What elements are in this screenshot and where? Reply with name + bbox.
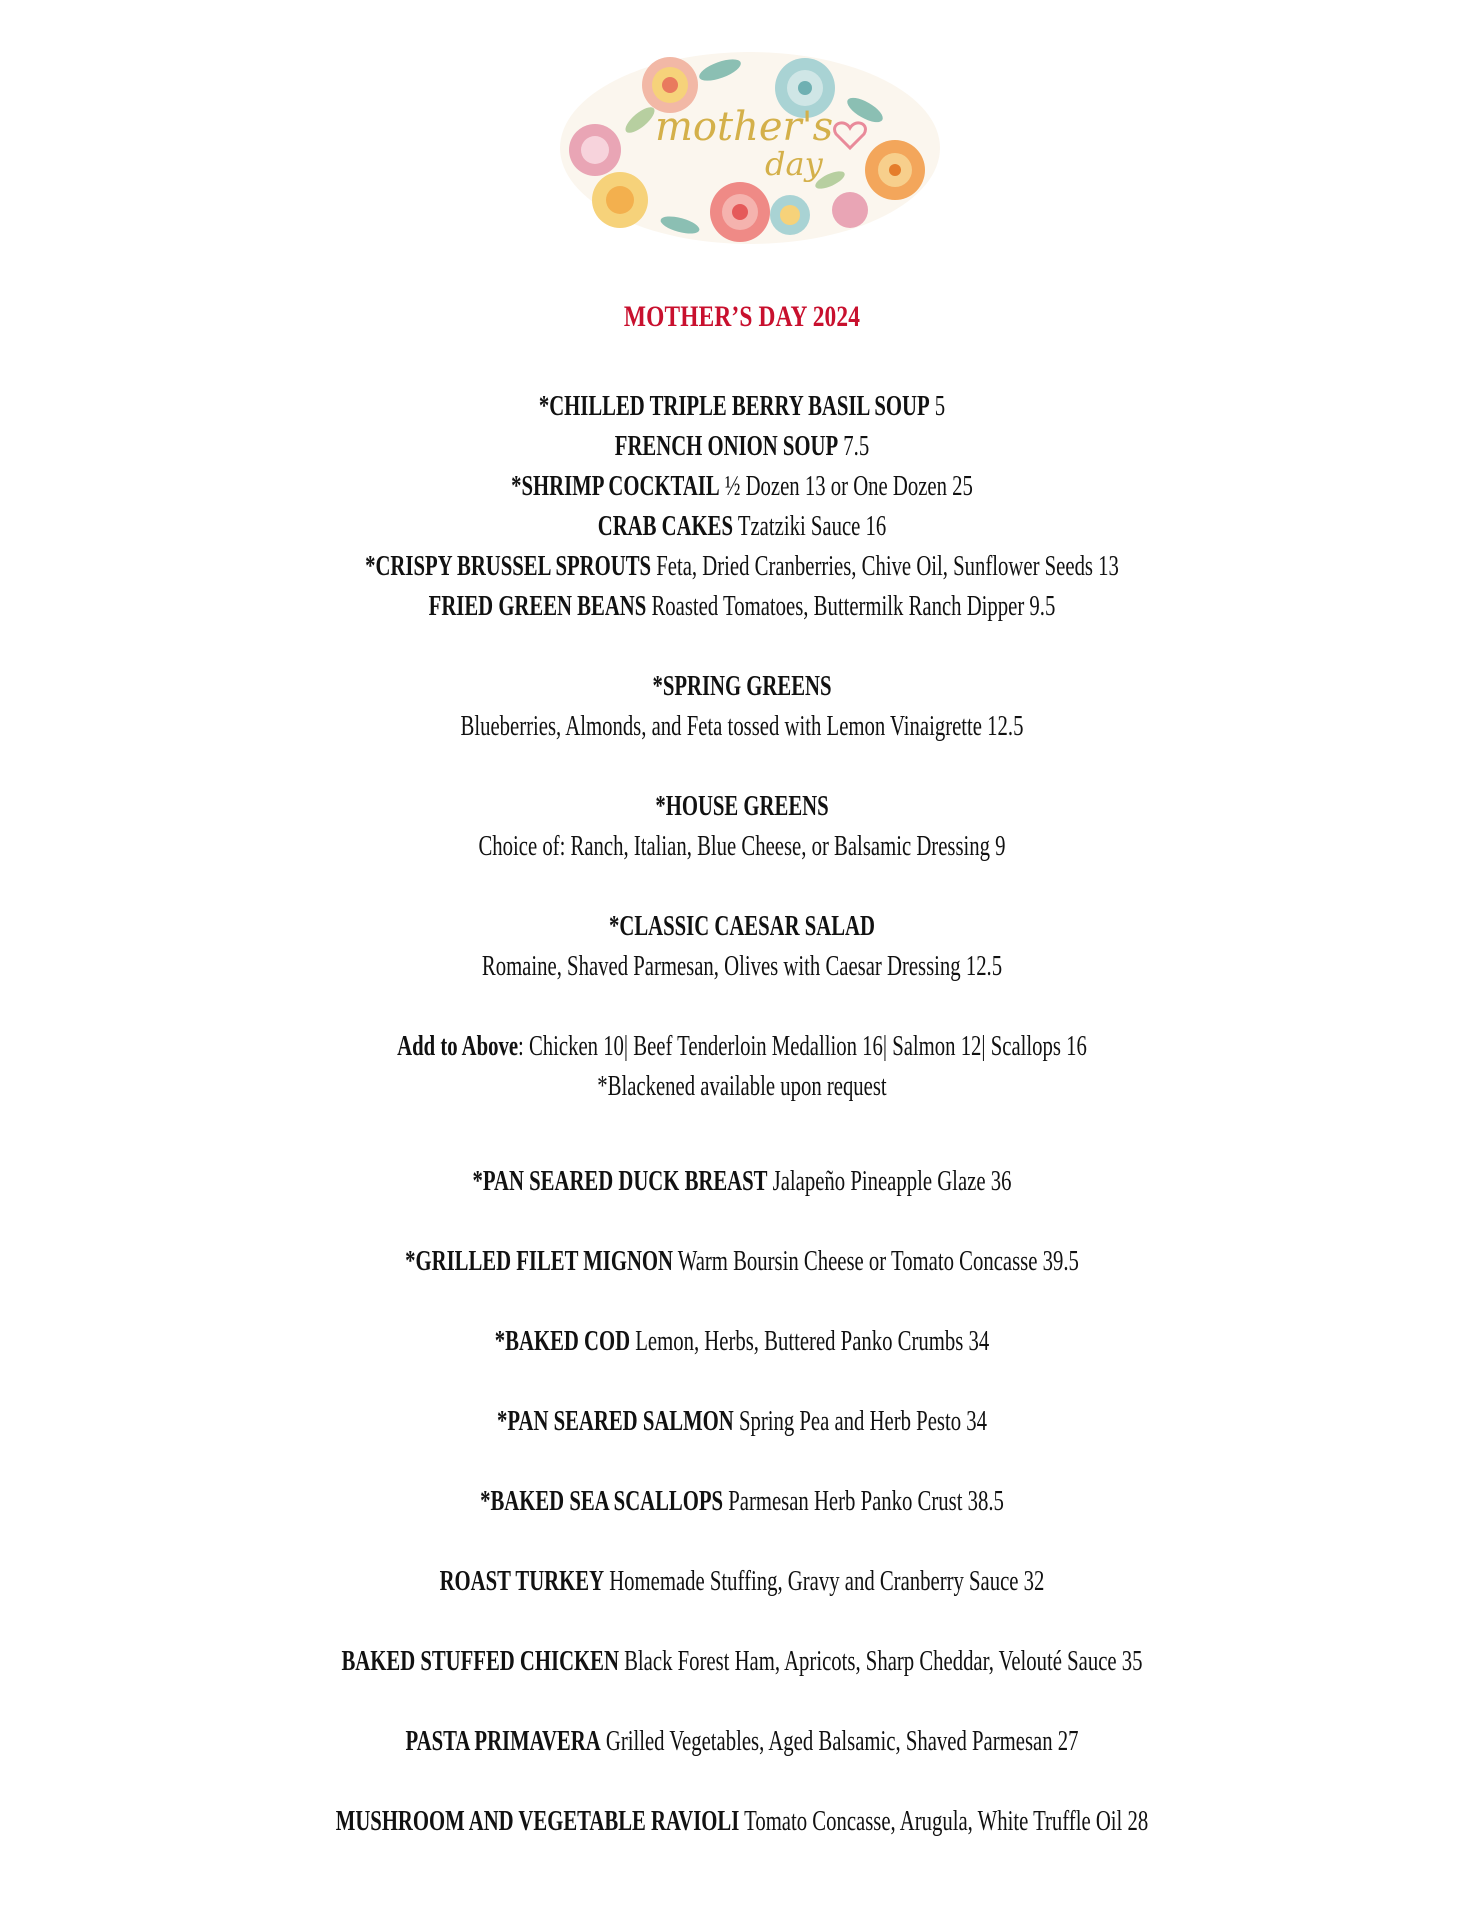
- item-description: Lemon, Herbs, Buttered Panko Crumbs 34: [630, 1326, 990, 1357]
- flower-icon: [770, 195, 810, 235]
- item-description: Feta, Dried Cranberries, Chive Oil, Sunflower Seeds 13: [651, 551, 1119, 582]
- salad-description: Choice of: Ranch, Italian, Blue Cheese, or Balsamic Dressing 9: [478, 831, 1006, 862]
- flower-icon: [710, 182, 770, 242]
- menu-item: [193, 550, 1291, 584]
- menu-item: [193, 1485, 1291, 1519]
- item-name: *PAN SEARED DUCK BREAST: [472, 1166, 768, 1197]
- addons-line: [193, 1030, 1291, 1064]
- item-name: CRAB CAKES: [597, 511, 734, 542]
- item-description: Black Forest Ham, Apricots, Sharp Cheddar, Velouté Sauce 35: [618, 1646, 1143, 1677]
- addons-text: : Chicken 10| Beef Tenderloin Medallion 16| Salmon 12| Scallops 16: [518, 1031, 1087, 1062]
- addons-label: Add to Above: [397, 1031, 519, 1062]
- item-name: *PAN SEARED SALMON: [497, 1406, 734, 1437]
- item-description: ½ Dozen 13 or One Dozen 25: [719, 471, 973, 502]
- salad-description: Romaine, Shaved Parmesan, Olives with Caesar Dressing 12.5: [481, 951, 1003, 982]
- menu-item: [193, 1565, 1291, 1599]
- salad-name: [193, 910, 1291, 944]
- item-name: PASTA PRIMAVERA: [405, 1726, 601, 1757]
- item-description: Tzatziki Sauce 16: [733, 511, 887, 542]
- item-description: Grilled Vegetables, Aged Balsamic, Shaved Parmesan 27: [600, 1726, 1079, 1757]
- item-description: Homemade Stuffing, Gravy and Cranberry Sauce 32: [604, 1566, 1045, 1597]
- item-name: FRIED GREEN BEANS: [428, 591, 647, 622]
- item-description: Jalapeño Pineapple Glaze 36: [767, 1166, 1012, 1197]
- item-name: *BAKED COD: [494, 1326, 631, 1357]
- salad-name: [193, 790, 1291, 824]
- menu-item: [193, 1805, 1291, 1839]
- flower-icon: [865, 140, 925, 200]
- menu-item: [193, 1165, 1291, 1199]
- mothers-day-floral-logo: [550, 40, 950, 250]
- menu-item: [193, 510, 1291, 544]
- item-name: *SPRING GREENS: [652, 671, 832, 702]
- menu-item: [193, 1725, 1291, 1759]
- item-name: *SHRIMP COCKTAIL: [511, 471, 720, 502]
- menu-item: [193, 470, 1291, 504]
- flower-icon: [592, 172, 648, 228]
- item-name: *GRILLED FILET MIGNON: [405, 1246, 674, 1277]
- menu-item: [193, 430, 1291, 464]
- item-description: Roasted Tomatoes, Buttermilk Ranch Dipper 9.5: [646, 591, 1056, 622]
- item-name: *BAKED SEA SCALLOPS: [480, 1486, 724, 1517]
- item-name: ROAST TURKEY: [439, 1566, 605, 1597]
- salad-name: [193, 670, 1291, 704]
- menu-item: [193, 390, 1291, 424]
- item-name: FRENCH ONION SOUP: [614, 431, 839, 462]
- item-name: *CLASSIC CAESAR SALAD: [609, 911, 875, 942]
- item-description: Warm Boursin Cheese or Tomato Concasse 39.5: [673, 1246, 1079, 1277]
- item-description: 7.5: [838, 431, 870, 462]
- item-description: 5: [929, 391, 946, 422]
- addons-note: *Blackened available upon request: [597, 1071, 887, 1102]
- logo-script-day: day: [765, 145, 823, 183]
- flower-icon: [832, 192, 868, 228]
- item-description: Parmesan Herb Panko Crust 38.5: [723, 1486, 1004, 1517]
- logo-script-mothers: mother's: [655, 104, 834, 150]
- menu-item: [193, 1325, 1291, 1359]
- menu-title: MOTHER’S DAY 2024: [623, 300, 861, 333]
- item-description: Spring Pea and Herb Pesto 34: [733, 1406, 987, 1437]
- item-name: *HOUSE GREENS: [655, 791, 829, 822]
- item-name: BAKED STUFFED CHICKEN: [341, 1646, 619, 1677]
- flower-icon: [569, 124, 621, 176]
- item-name: *CHILLED TRIPLE BERRY BASIL SOUP: [538, 391, 930, 422]
- item-name: MUSHROOM AND VEGETABLE RAVIOLI: [335, 1806, 740, 1837]
- menu-item: [193, 1405, 1291, 1439]
- menu-item: [193, 1645, 1291, 1679]
- menu-item: [193, 590, 1291, 624]
- salad-description: Blueberries, Almonds, and Feta tossed with Lemon Vinaigrette 12.5: [460, 711, 1024, 742]
- item-description: Tomato Concasse, Arugula, White Truffle Oil 28: [739, 1806, 1149, 1837]
- item-name: *CRISPY BRUSSEL SPROUTS: [365, 551, 652, 582]
- menu-item: [193, 1245, 1291, 1279]
